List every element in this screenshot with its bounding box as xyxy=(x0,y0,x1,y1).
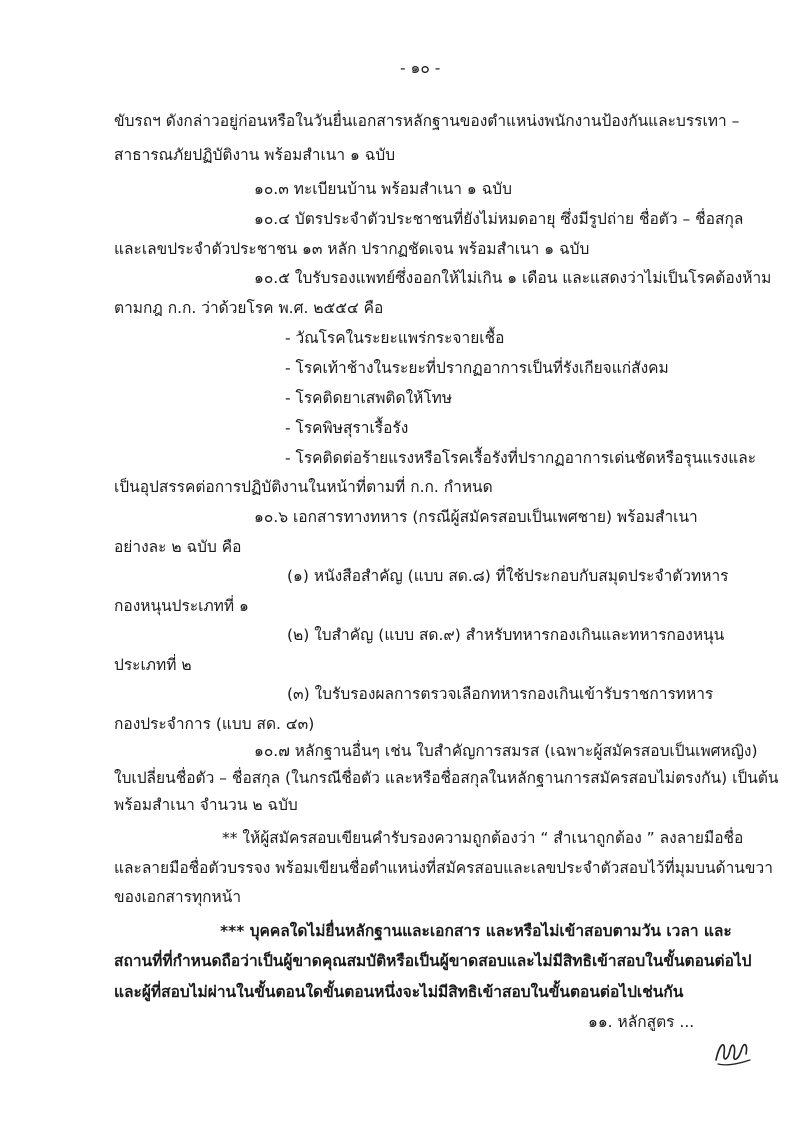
note-line: ** ให้ผู้สมัครสอบเขียนคำรับรองความถูกต้องว่า “ สำเนาถูกต้อง ” ลงลายมือชื่อ xyxy=(222,829,744,847)
list-item: (๒) ใบสำคัญ (แบบ สด.๙) สำหรับทหารกองเกินและทหารกองหนุน xyxy=(287,626,725,644)
text-line: และเลขประจำตัวประชาชน ๑๓ หลัก ปรากฏชัดเจน พร้อมสำเนา ๑ ฉบับ xyxy=(114,240,590,258)
list-item: (๑) หนังสือสำคัญ (แบบ สด.๘) ที่ใช้ประกอบกับสมุดประจำตัวทหาร xyxy=(287,567,729,585)
text-line: ๑๐.๖ เอกสารทางทหาร (กรณีผู้สมัครสอบเป็นเพศชาย) พร้อมสำเนา xyxy=(254,508,698,526)
text-line: สถานที่ที่กำหนดถือว่าเป็นผู้ขาดคุณสมบัติหรือเป็นผู้ขาดสอบและไม่มีสิทธิเข้าสอบในขั้นตอนต่อไป xyxy=(114,952,752,970)
next-section-label: ๑๑. หลักสูตร ... xyxy=(588,1013,695,1031)
text-line: ใบเปลี่ยนชื่อตัว – ชื่อสกุล (ในกรณีชื่อตัว และหรือชื่อสกุลในหลักฐานการสมัครสอบไม่ตรงกัน) เป็นต้น xyxy=(114,769,779,787)
text-line: ของเอกสารทุกหน้า xyxy=(114,888,242,906)
text-line: เป็นอุปสรรคต่อการปฏิบัติงานในหน้าที่ตามที่ ก.ก. กำหนด xyxy=(114,478,493,496)
list-item: - โรคเท้าช้างในระยะที่ปรากฏอาการเป็นที่รังเกียจแก่สังคม xyxy=(285,359,669,377)
list-item: - วัณโรคในระยะแพร่กระจายเชื้อ xyxy=(285,329,505,347)
list-item: (๓) ใบรับรองผลการตรวจเลือกทหารกองเกินเข้ารับราชการทหาร xyxy=(287,685,714,703)
note-line: *** บุคคลใดไม่ยื่นหลักฐานและเอกสาร และหรือไม่เข้าสอบตามวัน เวลา และ xyxy=(220,922,732,940)
text-line: ๑๐.๓ ทะเบียนบ้าน พร้อมสำเนา ๑ ฉบับ xyxy=(254,180,512,198)
text-line: ประเภทที่ ๒ xyxy=(114,656,192,674)
text-line: สาธารณภัยปฏิบัติงาน พร้อมสำเนา ๑ ฉบับ xyxy=(114,146,396,164)
list-item: - โรคติดยาเสพติดให้โทษ xyxy=(285,389,453,407)
text-line: กองหนุนประเภทที่ ๑ xyxy=(114,597,249,615)
text-line: อย่างละ ๒ ฉบับ คือ xyxy=(114,538,242,556)
text-line: ขับรถฯ ดังกล่าวอยู่ก่อนหรือในวันยื่นเอกสารหลักฐานของตำแหน่งพนักงานป้องกันและบรรเทา – xyxy=(114,112,740,130)
text-line: ๑๐.๕ ใบรับรองแพทย์ซึ่งออกให้ไม่เกิน ๑ เดือน และแสดงว่าไม่เป็นโรคต้องห้าม xyxy=(254,269,772,287)
list-item: - โรคติดต่อร้ายแรงหรือโรคเรื้อรังที่ปรากฏอาการเด่นชัดหรือรุนแรงและ xyxy=(285,449,757,467)
text-line: และผู้ที่สอบไม่ผ่านในขั้นตอนใดขั้นตอนหนึ่งจะไม่มีสิทธิเข้าสอบในขั้นตอนต่อไปเช่นกัน xyxy=(114,983,684,1001)
signature-mark xyxy=(712,1030,754,1070)
page-number: - ๑๐ - xyxy=(400,59,441,77)
text-line: พร้อมสำเนา จำนวน ๒ ฉบับ xyxy=(114,796,298,814)
list-item: - โรคพิษสุราเรื้อรัง xyxy=(285,419,409,437)
text-line: กองประจำการ (แบบ สด. ๔๓) xyxy=(114,715,315,733)
text-line: ตามกฎ ก.ก. ว่าด้วยโรค พ.ศ. ๒๕๕๔ คือ xyxy=(114,299,384,317)
text-line: และลายมือชื่อตัวบรรจง พร้อมเขียนชื่อตำแหน่งที่สมัครสอบและเลขประจำตัวสอบไว้ที่มุมบนด้านขวา xyxy=(114,859,773,877)
text-line: ๑๐.๗ หลักฐานอื่นๆ เช่น ใบสำคัญการสมรส (เฉพาะผู้สมัครสอบเป็นเพศหญิง) xyxy=(254,742,758,760)
text-line: ๑๐.๔ บัตรประจำตัวประชาชนที่ยังไม่หมดอายุ ซึ่งมีรูปถ่าย ชื่อตัว – ชื่อสกุล xyxy=(254,210,744,228)
